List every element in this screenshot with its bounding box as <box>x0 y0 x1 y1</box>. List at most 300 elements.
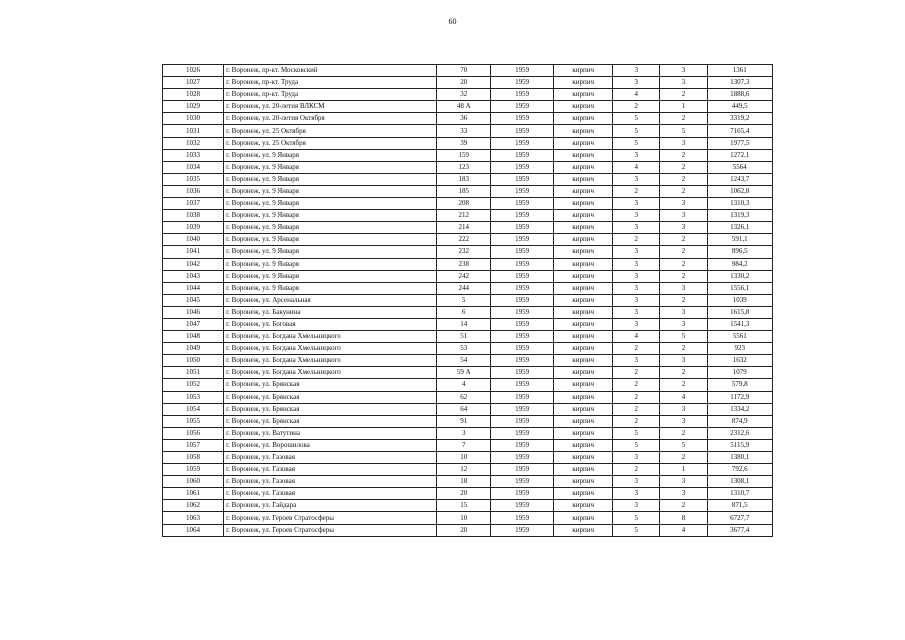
house-number-cell: 232 <box>437 246 491 258</box>
row-number-cell: 1049 <box>163 343 224 355</box>
floors-cell: 3 <box>613 210 660 222</box>
entrances-cell: 3 <box>660 488 707 500</box>
material-cell: кирпич <box>554 89 613 101</box>
address-cell: г. Воронеж, ул. 20-летия ВЛКСМ <box>224 101 437 113</box>
entrances-cell: 3 <box>660 415 707 427</box>
floors-cell: 2 <box>613 367 660 379</box>
area-cell: 792,6 <box>707 464 772 476</box>
house-number-cell: 12 <box>437 464 491 476</box>
house-number-cell: 10 <box>437 512 491 524</box>
floors-cell: 3 <box>613 500 660 512</box>
area-cell: 5561 <box>707 331 772 343</box>
material-cell: кирпич <box>554 439 613 451</box>
material-cell: кирпич <box>554 113 613 125</box>
area-cell: 3677,4 <box>707 524 772 536</box>
house-number-cell: 222 <box>437 234 491 246</box>
area-cell: 1172,9 <box>707 391 772 403</box>
address-cell: г. Воронеж, ул. Бакунина <box>224 306 437 318</box>
material-cell: кирпич <box>554 246 613 258</box>
material-cell: кирпич <box>554 500 613 512</box>
material-cell: кирпич <box>554 318 613 330</box>
house-number-cell: 238 <box>437 258 491 270</box>
year-cell: 1959 <box>491 488 554 500</box>
entrances-cell: 2 <box>660 185 707 197</box>
address-cell: г. Воронеж, ул. 9 Января <box>224 222 437 234</box>
floors-cell: 5 <box>613 125 660 137</box>
address-cell: г. Воронеж, ул. Брянская <box>224 403 437 415</box>
row-number-cell: 1033 <box>163 149 224 161</box>
entrances-cell: 2 <box>660 149 707 161</box>
area-cell: 449,5 <box>707 101 772 113</box>
table-row <box>163 452 773 464</box>
floors-cell: 3 <box>613 77 660 89</box>
area-cell: 1039 <box>707 294 772 306</box>
entrances-cell: 2 <box>660 246 707 258</box>
row-number-cell: 1061 <box>163 488 224 500</box>
year-cell: 1959 <box>491 222 554 234</box>
table-row <box>163 282 773 294</box>
year-cell: 1959 <box>491 149 554 161</box>
entrances-cell: 2 <box>660 113 707 125</box>
year-cell: 1959 <box>491 391 554 403</box>
area-cell: 2312,6 <box>707 427 772 439</box>
page-number: 60 <box>448 17 457 26</box>
address-cell: г. Воронеж, ул. Ворошилова <box>224 439 437 451</box>
floors-cell: 2 <box>613 415 660 427</box>
table-row <box>163 89 773 101</box>
table-row <box>163 161 773 173</box>
row-number-cell: 1056 <box>163 427 224 439</box>
material-cell: кирпич <box>554 185 613 197</box>
address-cell: г. Воронеж, ул. 9 Января <box>224 149 437 161</box>
address-cell: г. Воронеж, ул. Богдана Хмельницкого <box>224 355 437 367</box>
address-cell: г. Воронеж, ул. Героев Стратосферы <box>224 512 437 524</box>
row-number-cell: 1035 <box>163 173 224 185</box>
row-number-cell: 1051 <box>163 367 224 379</box>
material-cell: кирпич <box>554 488 613 500</box>
house-number-cell: 48 А <box>437 101 491 113</box>
area-cell: 1632 <box>707 355 772 367</box>
year-cell: 1959 <box>491 137 554 149</box>
address-cell: г. Воронеж, ул. Богдана Хмельницкого <box>224 343 437 355</box>
row-number-cell: 1053 <box>163 391 224 403</box>
table-row <box>163 113 773 125</box>
table-row <box>163 294 773 306</box>
address-cell: г. Воронеж, ул. 9 Января <box>224 270 437 282</box>
area-cell: 984,2 <box>707 258 772 270</box>
table-row <box>163 258 773 270</box>
row-number-cell: 1060 <box>163 476 224 488</box>
table-row <box>163 101 773 113</box>
floors-cell: 3 <box>613 65 660 77</box>
area-cell: 7165,4 <box>707 125 772 137</box>
entrances-cell: 2 <box>660 89 707 101</box>
entrances-cell: 2 <box>660 234 707 246</box>
entrances-cell: 5 <box>660 331 707 343</box>
material-cell: кирпич <box>554 210 613 222</box>
floors-cell: 2 <box>613 185 660 197</box>
material-cell: кирпич <box>554 452 613 464</box>
entrances-cell: 2 <box>660 270 707 282</box>
entrances-cell: 5 <box>660 439 707 451</box>
house-number-cell: 54 <box>437 355 491 367</box>
table-row <box>163 125 773 137</box>
area-cell: 1310,3 <box>707 198 772 210</box>
year-cell: 1959 <box>491 246 554 258</box>
row-number-cell: 1041 <box>163 246 224 258</box>
material-cell: кирпич <box>554 403 613 415</box>
table-row <box>163 476 773 488</box>
row-number-cell: 1044 <box>163 282 224 294</box>
year-cell: 1959 <box>491 173 554 185</box>
entrances-cell: 4 <box>660 391 707 403</box>
row-number-cell: 1036 <box>163 185 224 197</box>
row-number-cell: 1047 <box>163 318 224 330</box>
floors-cell: 4 <box>613 161 660 173</box>
floors-cell: 3 <box>613 318 660 330</box>
table-row <box>163 318 773 330</box>
year-cell: 1959 <box>491 464 554 476</box>
table-row <box>163 427 773 439</box>
row-number-cell: 1058 <box>163 452 224 464</box>
address-cell: г. Воронеж, ул. 9 Января <box>224 246 437 258</box>
floors-cell: 3 <box>613 294 660 306</box>
year-cell: 1959 <box>491 452 554 464</box>
row-number-cell: 1028 <box>163 89 224 101</box>
entrances-cell: 2 <box>660 452 707 464</box>
area-cell: 1307,3 <box>707 77 772 89</box>
material-cell: кирпич <box>554 391 613 403</box>
year-cell: 1959 <box>491 89 554 101</box>
row-number-cell: 1038 <box>163 210 224 222</box>
material-cell: кирпич <box>554 294 613 306</box>
table-row <box>163 185 773 197</box>
area-cell: 871,5 <box>707 500 772 512</box>
entrances-cell: 3 <box>660 306 707 318</box>
area-cell: 896,5 <box>707 246 772 258</box>
year-cell: 1959 <box>491 101 554 113</box>
material-cell: кирпич <box>554 306 613 318</box>
table-row <box>163 512 773 524</box>
material-cell: кирпич <box>554 149 613 161</box>
entrances-cell: 1 <box>660 101 707 113</box>
floors-cell: 3 <box>613 173 660 185</box>
entrances-cell: 2 <box>660 161 707 173</box>
entrances-cell: 3 <box>660 476 707 488</box>
floors-cell: 4 <box>613 89 660 101</box>
year-cell: 1959 <box>491 343 554 355</box>
address-cell: г. Воронеж, пр-кт. Труда <box>224 77 437 89</box>
material-cell: кирпич <box>554 282 613 294</box>
area-cell: 3319,2 <box>707 113 772 125</box>
address-cell: г. Воронеж, ул. 9 Января <box>224 161 437 173</box>
floors-cell: 3 <box>613 198 660 210</box>
house-number-cell: 7 <box>437 439 491 451</box>
house-number-cell: 53 <box>437 343 491 355</box>
row-number-cell: 1062 <box>163 500 224 512</box>
entrances-cell: 2 <box>660 427 707 439</box>
area-cell: 1541,3 <box>707 318 772 330</box>
table-row <box>163 137 773 149</box>
row-number-cell: 1032 <box>163 137 224 149</box>
row-number-cell: 1052 <box>163 379 224 391</box>
material-cell: кирпич <box>554 258 613 270</box>
area-cell: 923 <box>707 343 772 355</box>
address-cell: г. Воронеж, ул. 25 Октября <box>224 125 437 137</box>
year-cell: 1959 <box>491 125 554 137</box>
entrances-cell: 5 <box>660 125 707 137</box>
floors-cell: 3 <box>613 282 660 294</box>
house-number-cell: 183 <box>437 173 491 185</box>
material-cell: кирпич <box>554 101 613 113</box>
material-cell: кирпич <box>554 65 613 77</box>
material-cell: кирпич <box>554 125 613 137</box>
material-cell: кирпич <box>554 331 613 343</box>
floors-cell: 3 <box>613 270 660 282</box>
area-cell: 6727,7 <box>707 512 772 524</box>
year-cell: 1959 <box>491 306 554 318</box>
entrances-cell: 3 <box>660 222 707 234</box>
row-number-cell: 1027 <box>163 77 224 89</box>
year-cell: 1959 <box>491 258 554 270</box>
house-number-cell: 36 <box>437 113 491 125</box>
table-row <box>163 149 773 161</box>
house-number-cell: 6 <box>437 306 491 318</box>
house-number-cell: 4 <box>437 379 491 391</box>
house-number-cell: 159 <box>437 149 491 161</box>
year-cell: 1959 <box>491 331 554 343</box>
material-cell: кирпич <box>554 343 613 355</box>
entrances-cell: 3 <box>660 318 707 330</box>
entrances-cell: 2 <box>660 294 707 306</box>
material-cell: кирпич <box>554 137 613 149</box>
house-number-cell: 39 <box>437 137 491 149</box>
material-cell: кирпич <box>554 512 613 524</box>
entrances-cell: 2 <box>660 367 707 379</box>
entrances-cell: 3 <box>660 65 707 77</box>
row-number-cell: 1059 <box>163 464 224 476</box>
year-cell: 1959 <box>491 282 554 294</box>
floors-cell: 3 <box>613 306 660 318</box>
table-row <box>163 198 773 210</box>
row-number-cell: 1045 <box>163 294 224 306</box>
house-number-cell: 242 <box>437 270 491 282</box>
year-cell: 1959 <box>491 161 554 173</box>
floors-cell: 3 <box>613 488 660 500</box>
floors-cell: 3 <box>613 149 660 161</box>
table-row <box>163 65 773 77</box>
floors-cell: 4 <box>613 331 660 343</box>
address-cell: г. Воронеж, ул. Брянская <box>224 415 437 427</box>
area-cell: 1062,8 <box>707 185 772 197</box>
table-row <box>163 331 773 343</box>
area-cell: 874,9 <box>707 415 772 427</box>
house-number-cell: 5 <box>437 294 491 306</box>
house-number-cell: 185 <box>437 185 491 197</box>
table-row <box>163 379 773 391</box>
address-cell: г. Воронеж, ул. 20-летия Октября <box>224 113 437 125</box>
entrances-cell: 2 <box>660 258 707 270</box>
address-cell: г. Воронеж, ул. 9 Января <box>224 258 437 270</box>
row-number-cell: 1031 <box>163 125 224 137</box>
table-body <box>163 65 773 537</box>
material-cell: кирпич <box>554 367 613 379</box>
floors-cell: 2 <box>613 464 660 476</box>
floors-cell: 3 <box>613 258 660 270</box>
area-cell: 1272,1 <box>707 149 772 161</box>
year-cell: 1959 <box>491 65 554 77</box>
house-number-cell: 70 <box>437 65 491 77</box>
address-cell: г. Воронеж, ул. Арсенальная <box>224 294 437 306</box>
floors-cell: 3 <box>613 355 660 367</box>
material-cell: кирпич <box>554 270 613 282</box>
address-cell: г. Воронеж, ул. 9 Января <box>224 185 437 197</box>
house-number-cell: 64 <box>437 403 491 415</box>
row-number-cell: 1063 <box>163 512 224 524</box>
floors-cell: 3 <box>613 222 660 234</box>
material-cell: кирпич <box>554 464 613 476</box>
area-cell: 5115,9 <box>707 439 772 451</box>
row-number-cell: 1054 <box>163 403 224 415</box>
year-cell: 1959 <box>491 113 554 125</box>
row-number-cell: 1064 <box>163 524 224 536</box>
address-cell: г. Воронеж, ул. Гайдара <box>224 500 437 512</box>
material-cell: кирпич <box>554 173 613 185</box>
area-cell: 1326,1 <box>707 222 772 234</box>
entrances-cell: 2 <box>660 173 707 185</box>
material-cell: кирпич <box>554 222 613 234</box>
address-cell: г. Воронеж, ул. 9 Января <box>224 282 437 294</box>
address-cell: г. Воронеж, ул. 9 Января <box>224 173 437 185</box>
floors-cell: 2 <box>613 343 660 355</box>
table-row <box>163 77 773 89</box>
year-cell: 1959 <box>491 355 554 367</box>
floors-cell: 2 <box>613 379 660 391</box>
material-cell: кирпич <box>554 427 613 439</box>
house-number-cell: 20 <box>437 77 491 89</box>
address-cell: г. Воронеж, ул. Газовая <box>224 464 437 476</box>
material-cell: кирпич <box>554 379 613 391</box>
row-number-cell: 1034 <box>163 161 224 173</box>
year-cell: 1959 <box>491 77 554 89</box>
table-row <box>163 210 773 222</box>
house-number-cell: 62 <box>437 391 491 403</box>
floors-cell: 5 <box>613 439 660 451</box>
address-cell: г. Воронеж, ул. Ватутина <box>224 427 437 439</box>
house-number-cell: 212 <box>437 210 491 222</box>
row-number-cell: 1039 <box>163 222 224 234</box>
table-row <box>163 488 773 500</box>
address-cell: г. Воронеж, ул. 25 Октября <box>224 137 437 149</box>
area-cell: 1079 <box>707 367 772 379</box>
year-cell: 1959 <box>491 500 554 512</box>
house-number-cell: 3 <box>437 427 491 439</box>
floors-cell: 5 <box>613 113 660 125</box>
year-cell: 1959 <box>491 198 554 210</box>
address-cell: г. Воронеж, ул. Богдана Хмельницкого <box>224 331 437 343</box>
material-cell: кирпич <box>554 415 613 427</box>
material-cell: кирпич <box>554 355 613 367</box>
entrances-cell: 3 <box>660 77 707 89</box>
house-number-cell: 10 <box>437 452 491 464</box>
year-cell: 1959 <box>491 512 554 524</box>
housing-table <box>162 64 773 537</box>
area-cell: 5564 <box>707 161 772 173</box>
table-row <box>163 343 773 355</box>
house-number-cell: 20 <box>437 488 491 500</box>
area-cell: 1319,3 <box>707 210 772 222</box>
row-number-cell: 1029 <box>163 101 224 113</box>
address-cell: г. Воронеж, ул. Боговая <box>224 318 437 330</box>
year-cell: 1959 <box>491 427 554 439</box>
entrances-cell: 2 <box>660 500 707 512</box>
year-cell: 1959 <box>491 415 554 427</box>
address-cell: г. Воронеж, ул. 9 Января <box>224 234 437 246</box>
address-cell: г. Воронеж, пр-кт. Труда <box>224 89 437 101</box>
entrances-cell: 3 <box>660 198 707 210</box>
entrances-cell: 3 <box>660 282 707 294</box>
area-cell: 1615,8 <box>707 306 772 318</box>
house-number-cell: 15 <box>437 500 491 512</box>
area-cell: 1977,5 <box>707 137 772 149</box>
material-cell: кирпич <box>554 77 613 89</box>
house-number-cell: 59 А <box>437 367 491 379</box>
table-row <box>163 306 773 318</box>
row-number-cell: 1055 <box>163 415 224 427</box>
address-cell: г. Воронеж, ул. Газовая <box>224 452 437 464</box>
entrances-cell: 3 <box>660 137 707 149</box>
house-number-cell: 208 <box>437 198 491 210</box>
address-cell: г. Воронеж, ул. Богдана Хмельницкого <box>224 367 437 379</box>
row-number-cell: 1057 <box>163 439 224 451</box>
floors-cell: 3 <box>613 246 660 258</box>
floors-cell: 5 <box>613 512 660 524</box>
entrances-cell: 3 <box>660 210 707 222</box>
house-number-cell: 20 <box>437 524 491 536</box>
house-number-cell: 214 <box>437 222 491 234</box>
table-row <box>163 391 773 403</box>
floors-cell: 2 <box>613 234 660 246</box>
floors-cell: 5 <box>613 427 660 439</box>
floors-cell: 3 <box>613 476 660 488</box>
entrances-cell: 1 <box>660 464 707 476</box>
house-number-cell: 18 <box>437 476 491 488</box>
area-cell: 1888,6 <box>707 89 772 101</box>
floors-cell: 5 <box>613 137 660 149</box>
table-row <box>163 234 773 246</box>
material-cell: кирпич <box>554 198 613 210</box>
entrances-cell: 4 <box>660 524 707 536</box>
house-number-cell: 33 <box>437 125 491 137</box>
floors-cell: 2 <box>613 403 660 415</box>
house-number-cell: 123 <box>437 161 491 173</box>
row-number-cell: 1043 <box>163 270 224 282</box>
row-number-cell: 1048 <box>163 331 224 343</box>
table-row <box>163 524 773 536</box>
row-number-cell: 1046 <box>163 306 224 318</box>
address-cell: г. Воронеж, ул. Газовая <box>224 476 437 488</box>
area-cell: 1310,7 <box>707 488 772 500</box>
address-cell: г. Воронеж, ул. 9 Января <box>224 210 437 222</box>
area-cell: 1243,7 <box>707 173 772 185</box>
year-cell: 1959 <box>491 367 554 379</box>
floors-cell: 3 <box>613 452 660 464</box>
row-number-cell: 1026 <box>163 65 224 77</box>
entrances-cell: 2 <box>660 379 707 391</box>
area-cell: 1380,1 <box>707 452 772 464</box>
year-cell: 1959 <box>491 270 554 282</box>
row-number-cell: 1030 <box>163 113 224 125</box>
